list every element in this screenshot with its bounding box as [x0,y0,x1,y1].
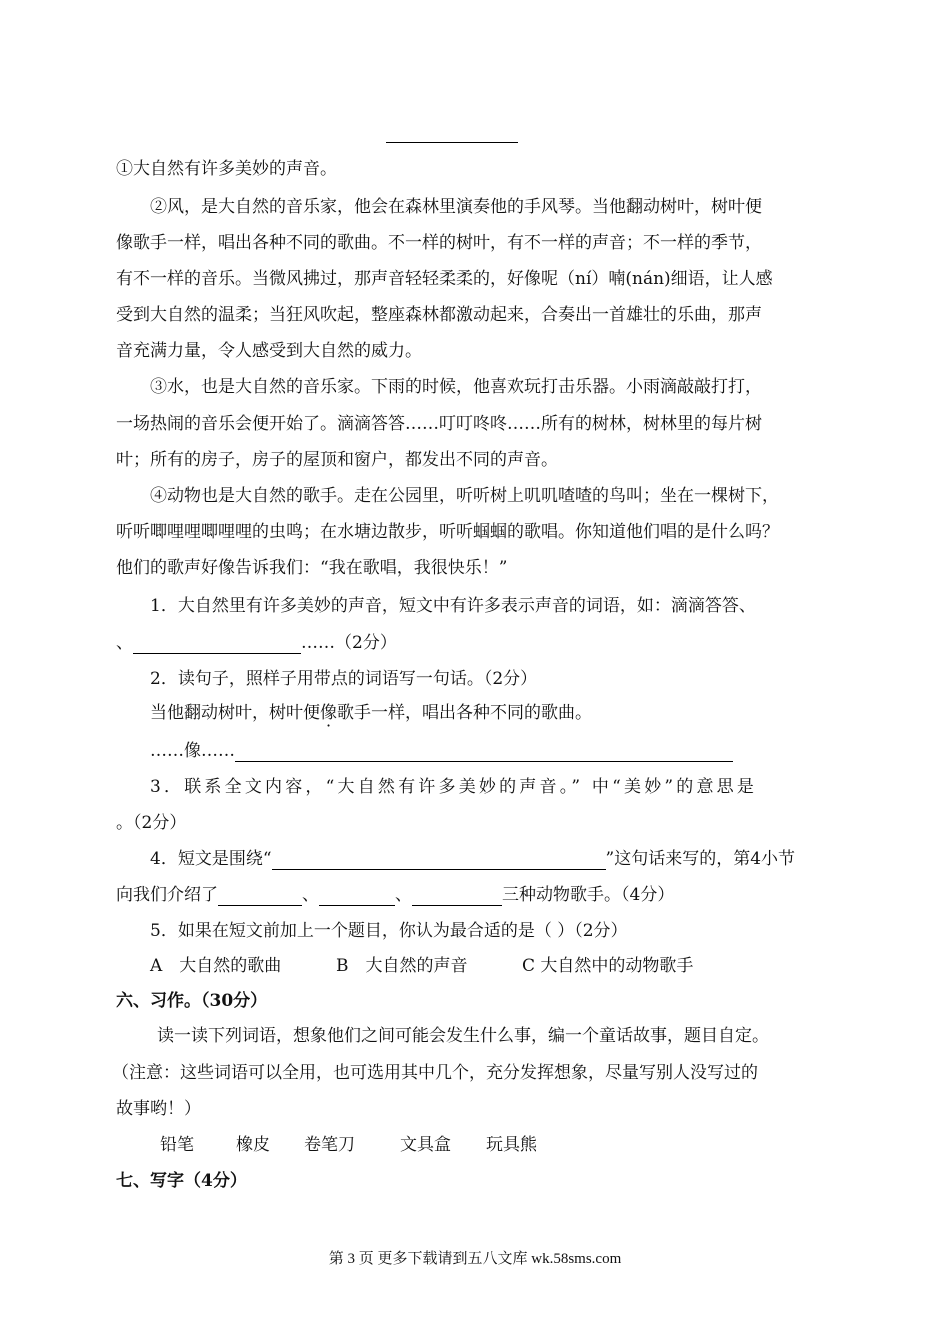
question-1-line-1: 1．大自然里有许多美妙的声音，短文中有许多表示声音的词语，如：滴滴答答、 [150,596,756,616]
passage-p3-line: ③水，也是大自然的音乐家。下雨的时候，他喜欢玩打击乐器。小雨滴敲敲打打， [150,377,762,397]
question-3-line-2: 。（2分） [116,813,187,833]
option-a[interactable]: A 大自然的歌曲 [150,956,282,976]
q1-separator: 、 [116,633,133,653]
passage-p2-line: 有不一样的音乐。当微风拂过，那声音轻轻柔柔的，好像呢（ní）喃(nán)细语，让人感 [116,269,773,289]
passage-p2-line: ②风，是大自然的音乐家，他会在森林里演奏他的手风琴。当他翻动树叶，树叶便 [150,197,762,217]
q4-animal-blank-2[interactable] [319,889,395,906]
question-4-line-2: 向我们介绍了 、 、 三种动物歌手。（4分） [116,885,675,905]
question-3-line-1: 3．联系全文内容，“大自然有许多美妙的声音。” 中“美妙”的意思是 [150,777,758,797]
question-2-line-1: 2．读句子，照样子用带点的词语写一句话。（2分） [150,669,538,689]
passage-p3-line: 一场热闹的音乐会便开始了。滴滴答答……叮叮咚咚……所有的树林，树林里的每片树 [116,414,762,434]
passage-p4-line: ④动物也是大自然的歌手。走在公园里，听听树上叽叽喳喳的鸟叫；坐在一棵树下， [150,486,779,506]
section-7-heading: 七、写字（4分） [116,1171,247,1191]
option-b[interactable]: B 大自然的声音 [336,956,468,976]
dotted-word: 像 [320,703,337,723]
question-5-line-1: 5．如果在短文前加上一个题目，你认为最合适的是（ ）（2分） [150,921,628,941]
section-6-word-list [160,1134,537,1156]
q2-pattern: ……像…… [150,741,235,761]
word-item: 文具盒 [400,1135,451,1155]
q4-theme-blank[interactable] [272,853,606,870]
question-1-line-2 [116,632,397,654]
passage-p2-line: 受到大自然的温柔；当狂风吹起，整座森林都激动起来，合奏出一首雄壮的乐曲，那声 [116,305,762,325]
word-item: 铅笔 [160,1135,194,1155]
q2-answer-blank[interactable] [235,745,733,762]
section-6-heading: 六、习作。（30分） [116,991,268,1011]
passage-p4-line: 听听唧哩哩唧哩哩的虫鸣；在水塘边散步，听听蝈蝈的歌唱。你知道他们唱的是什么吗？ [116,522,779,542]
word-item: 卷笔刀 [304,1135,355,1155]
passage-paragraph-1: ①大自然有许多美妙的声音。 [116,159,337,179]
word-item: 玩具熊 [486,1135,537,1155]
option-c[interactable]: C 大自然中的动物歌手 [522,956,694,976]
q1-answer-blank[interactable] [133,637,301,654]
q4-animal-blank-3[interactable] [412,889,502,906]
title-blank-line [386,142,518,143]
q4-animal-blank-1[interactable] [218,889,302,906]
passage-p2-line: 像歌手一样，唱出各种不同的歌曲。不一样的树叶，有不一样的声音；不一样的季节， [116,233,762,253]
question-2-answer [150,740,733,762]
passage-p3-line: 叶；所有的房子，房子的屋顶和窗户，都发出不同的声音。 [116,450,558,470]
passage-p2-line: 音充满力量，令人感受到大自然的威力。 [116,341,422,361]
passage-p4-line: 他们的歌声好像告诉我们：“我在歌唱，我很快乐！” [116,558,508,578]
question-5-options [150,955,693,977]
section-6-prompt-line-1: 读一读下列词语，想象他们之间可能会发生什么事，编一个童话故事，题目自定。 [157,1026,769,1046]
section-6-prompt-line-3: 故事哟！） [116,1099,201,1119]
question-4-line-1: 4．短文是围绕“ ”这句话来写的，第4小节 [150,849,796,869]
page-footer: 第 3 页 更多下载请到五八文库 wk.58sms.com [328,1251,622,1267]
question-2-sentence: 当他翻动树叶，树叶便像歌手一样，唱出各种不同的歌曲。 [150,703,592,723]
section-6-prompt-line-2: （注意：这些词语可以全用，也可选用其中几个，充分发挥想象，尽量写别人没写过的 [112,1063,758,1083]
q1-score: ……（2分） [301,633,397,653]
word-item: 橡皮 [236,1135,270,1155]
